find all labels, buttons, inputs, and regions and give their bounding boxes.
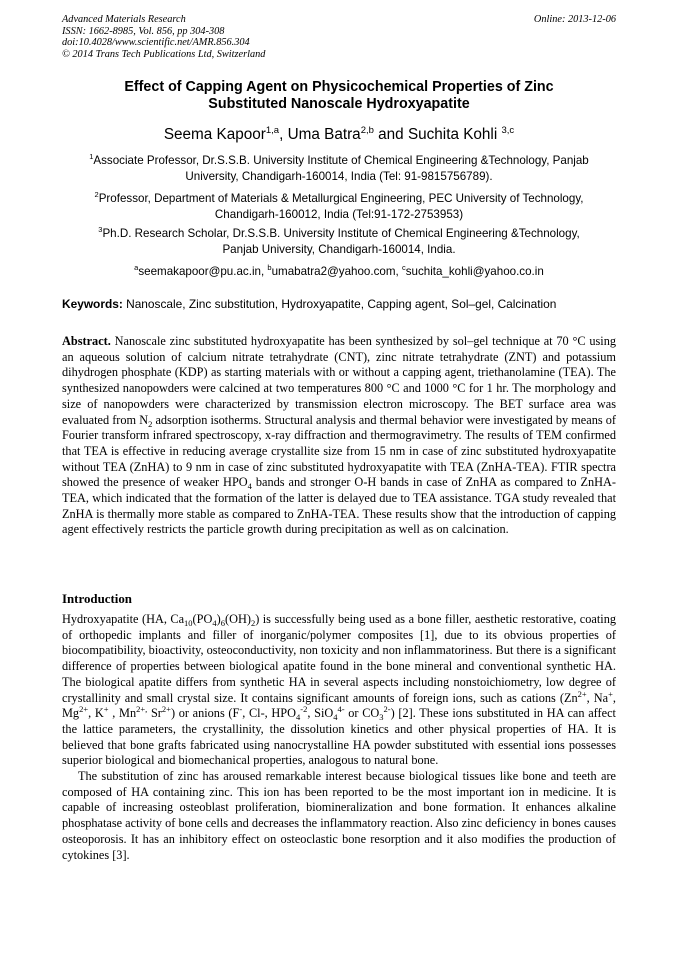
text-run: (PO [192, 612, 213, 626]
section-heading-introduction: Introduction [62, 592, 132, 606]
author-separator: , [279, 126, 288, 143]
subscript: 2 [250, 618, 256, 628]
abstract-text: Nanoscale zinc substituted hydroxyapatite has been synthesized by sol–gel technique at 70 °C using an aqueous solution of calcium nitrate tetrahydrate (CNT), zinc nitrate tetrahydrate (ZNT) and potassium dihydrogen phosphate (KDP) as starting materials with or without a capping agent, triethanolamine (TEA). The synthesized nanopowders were calcined at two temperatures 800 °C and 1000 °C for 1 hr. The morphology and size of nanopowders were characterized by transmission electron microscopy. The BET surface area was evaluated from N [62, 334, 616, 427]
paper-title [62, 79, 616, 113]
superscript: 2+ [577, 688, 587, 699]
text-run: , Cl-, HPO [242, 706, 297, 721]
affiliation-text: Associate Professor, Dr.S.S.B. University Institute of Chemical Engineering &Technology, Panjab [93, 154, 589, 167]
affiliation-2 [62, 191, 616, 222]
text-run: , Mn [108, 706, 137, 721]
text-run: Sr [147, 706, 162, 721]
subscript: 10 [184, 618, 193, 628]
title-line-1: Effect of Capping Agent on Physicochemical Properties of Zinc [124, 79, 554, 95]
title-line-2: Substituted Nanoscale Hydroxyapatite [208, 96, 470, 112]
superscript: + [608, 688, 613, 699]
author-name: Seema Kapoor [163, 126, 266, 143]
text-run: , Mg [62, 690, 616, 721]
text-run: ) or anions (F [170, 706, 240, 721]
superscript: 2+ [79, 704, 89, 715]
keywords-text: Nanoscale, Zinc substitution, Hydroxyapatite, Capping agent, Sol–gel, Calcination [122, 297, 557, 311]
affiliation-text: Panjab University, Chandigarh-160014, India. [222, 242, 456, 256]
abstract-text: bands and stronger O-H bands in case of ZnHA as compared to ZnHA-TEA, which indicated that the formation of the latter is delayed due to TEA assistance. TGA study revealed that ZnHA is thermally more stable as compared to ZnHA-TEA. These results show that the introduction of capping agent effectively restricts the particle growth during precipitation as well as on calcination. [62, 475, 616, 537]
email-mark: a [134, 263, 139, 272]
subscript: 4 [247, 481, 252, 492]
affiliation-text: Chandigarh-160012, India (Tel:91-172-2753953) [214, 207, 464, 221]
online-date: Online: 2013-12-06 [533, 14, 616, 25]
superscript: + [103, 704, 109, 715]
superscript: 4- [337, 704, 345, 715]
journal-name: Advanced Materials Research [62, 14, 186, 25]
abstract [62, 334, 616, 538]
email-mark: c [401, 263, 406, 272]
affiliation-1 [62, 153, 616, 184]
affiliation-mark: 3 [98, 225, 103, 234]
author-affiliation-mark: 1,a [265, 125, 280, 136]
superscript: 2+, [136, 704, 148, 715]
text-run: , Na [586, 690, 609, 705]
text-run: ) is successfully being used as a bone filler, aesthetic restorative, coating of orthopedic implants and filler of inorganic/polymer composites [1], due to its obvious properties of biocompatibility, bioactivity, osteoconductivity, non toxicity and non inflammatoriness. But there is a significant difference of properties between biological apatite found in the bone mineral and conventional synthetic HA. The biological apatite differs from synthetic HA in several aspects including nonstoichiometry, low degree of crystallinity and small crystal size. It contains significant amounts of foreign ions, such as cations (Zn [62, 612, 616, 705]
text-run: , K [88, 706, 104, 721]
text-run: Hydroxyapatite (HA, Ca [62, 612, 185, 626]
affiliation-3 [62, 226, 616, 257]
intro-paragraph-2: The substitution of zinc has aroused remarkable interest because biological tissues like bone and teeth are composed of HA containing zinc. This ion has been reported to be the most important ion in medicine. It is capable of increasing osteoblast proliferation, biomineralization and bone formation. It enhances alkaline phosphatase activity of bone cells and decreases the inflammatory reaction. Also zinc deficiency in bones causes osteoporosis. It has an inhibitory effect on osteoclastic bone resorption and it also modifies the production of cytokines [3]. [62, 769, 616, 862]
author-separator: and [373, 126, 408, 143]
superscript: - [239, 704, 243, 715]
subscript: 2 [148, 418, 153, 429]
abstract-label: Abstract. [62, 334, 111, 348]
affiliation-mark: 1 [89, 152, 94, 161]
superscript: 2+ [161, 704, 171, 715]
subscript: 4 [212, 618, 217, 628]
introduction-body [62, 612, 616, 863]
text-run: ) [216, 612, 221, 626]
subscript: 6 [220, 618, 225, 628]
email-mark: b [267, 263, 272, 272]
email-link[interactable]: umabatra2@yahoo.com, [271, 265, 402, 278]
author-name: Suchita Kohli [407, 126, 502, 143]
subscript: 3 [379, 712, 384, 723]
keywords-label: Keywords: [62, 297, 123, 311]
affiliation-mark: 2 [94, 190, 99, 199]
subscript: 4 [333, 712, 338, 723]
text-run: or CO [344, 706, 380, 721]
affiliation-text: Professor, Department of Materials & Metallurgical Engineering, PEC University of Technology, [98, 192, 584, 205]
author-affiliation-mark: 3,c [501, 125, 515, 136]
superscript: 2- [383, 704, 391, 715]
affiliation-text: Ph.D. Research Scholar, Dr.S.S.B. University Institute of Chemical Engineering &Technology, [102, 227, 580, 240]
email-link[interactable]: suchita_kohli@yahoo.co.in [405, 265, 544, 278]
text-run: (OH) [224, 612, 251, 626]
author-name: Uma Batra [287, 126, 361, 143]
superscript: -2 [300, 704, 308, 715]
journal-header [62, 14, 616, 60]
author-list [62, 126, 616, 144]
affiliation-text: University, Chandigarh-160014, India (Tel: 91-9815756789). [185, 169, 493, 183]
issn-line: ISSN: 1662-8985, Vol. 856, pp 304-308 [62, 25, 225, 37]
abstract-text: adsorption isotherms. Structural analysis and thermal behavior were investigated by means of Fourier transform infrared spectroscopy, x-ray diffraction and thermogravimetry. The results of TEM confirmed that TEA is effective in reducing average crystallite size from 15 nm in case of zinc substituted hydroxyapatite without TEA (ZnHA) to 9 nm in case of zinc substituted hydroxyapatite with TEA (ZnHA-TEA). FTIR spectra showed the presence of weaker HPO [62, 412, 617, 490]
text-run: , SiO [307, 706, 334, 721]
email-link[interactable]: seemakapoor@pu.ac.in, [138, 265, 268, 278]
keywords-line [62, 297, 616, 312]
subscript: 4 [296, 712, 301, 723]
author-affiliation-mark: 2,b [360, 125, 374, 136]
email-list [62, 264, 616, 280]
text-run: ) [2]. These ions substituted in HA can affect the lattice parameters, the crystallinity, the dissolution kinetics and other physical properties of HA. It is believed that bone grafts fabricated using nanocrystalline HA powder substituted with essential ions possesses superior biological and biomechanical properties, analogous to natural bone. [62, 706, 616, 768]
doi-line: doi:10.4028/www.scientific.net/AMR.856.304 [62, 37, 250, 49]
intro-paragraph-1 [62, 612, 616, 769]
copyright-line: © 2014 Trans Tech Publications Ltd, Switzerland [62, 48, 266, 60]
